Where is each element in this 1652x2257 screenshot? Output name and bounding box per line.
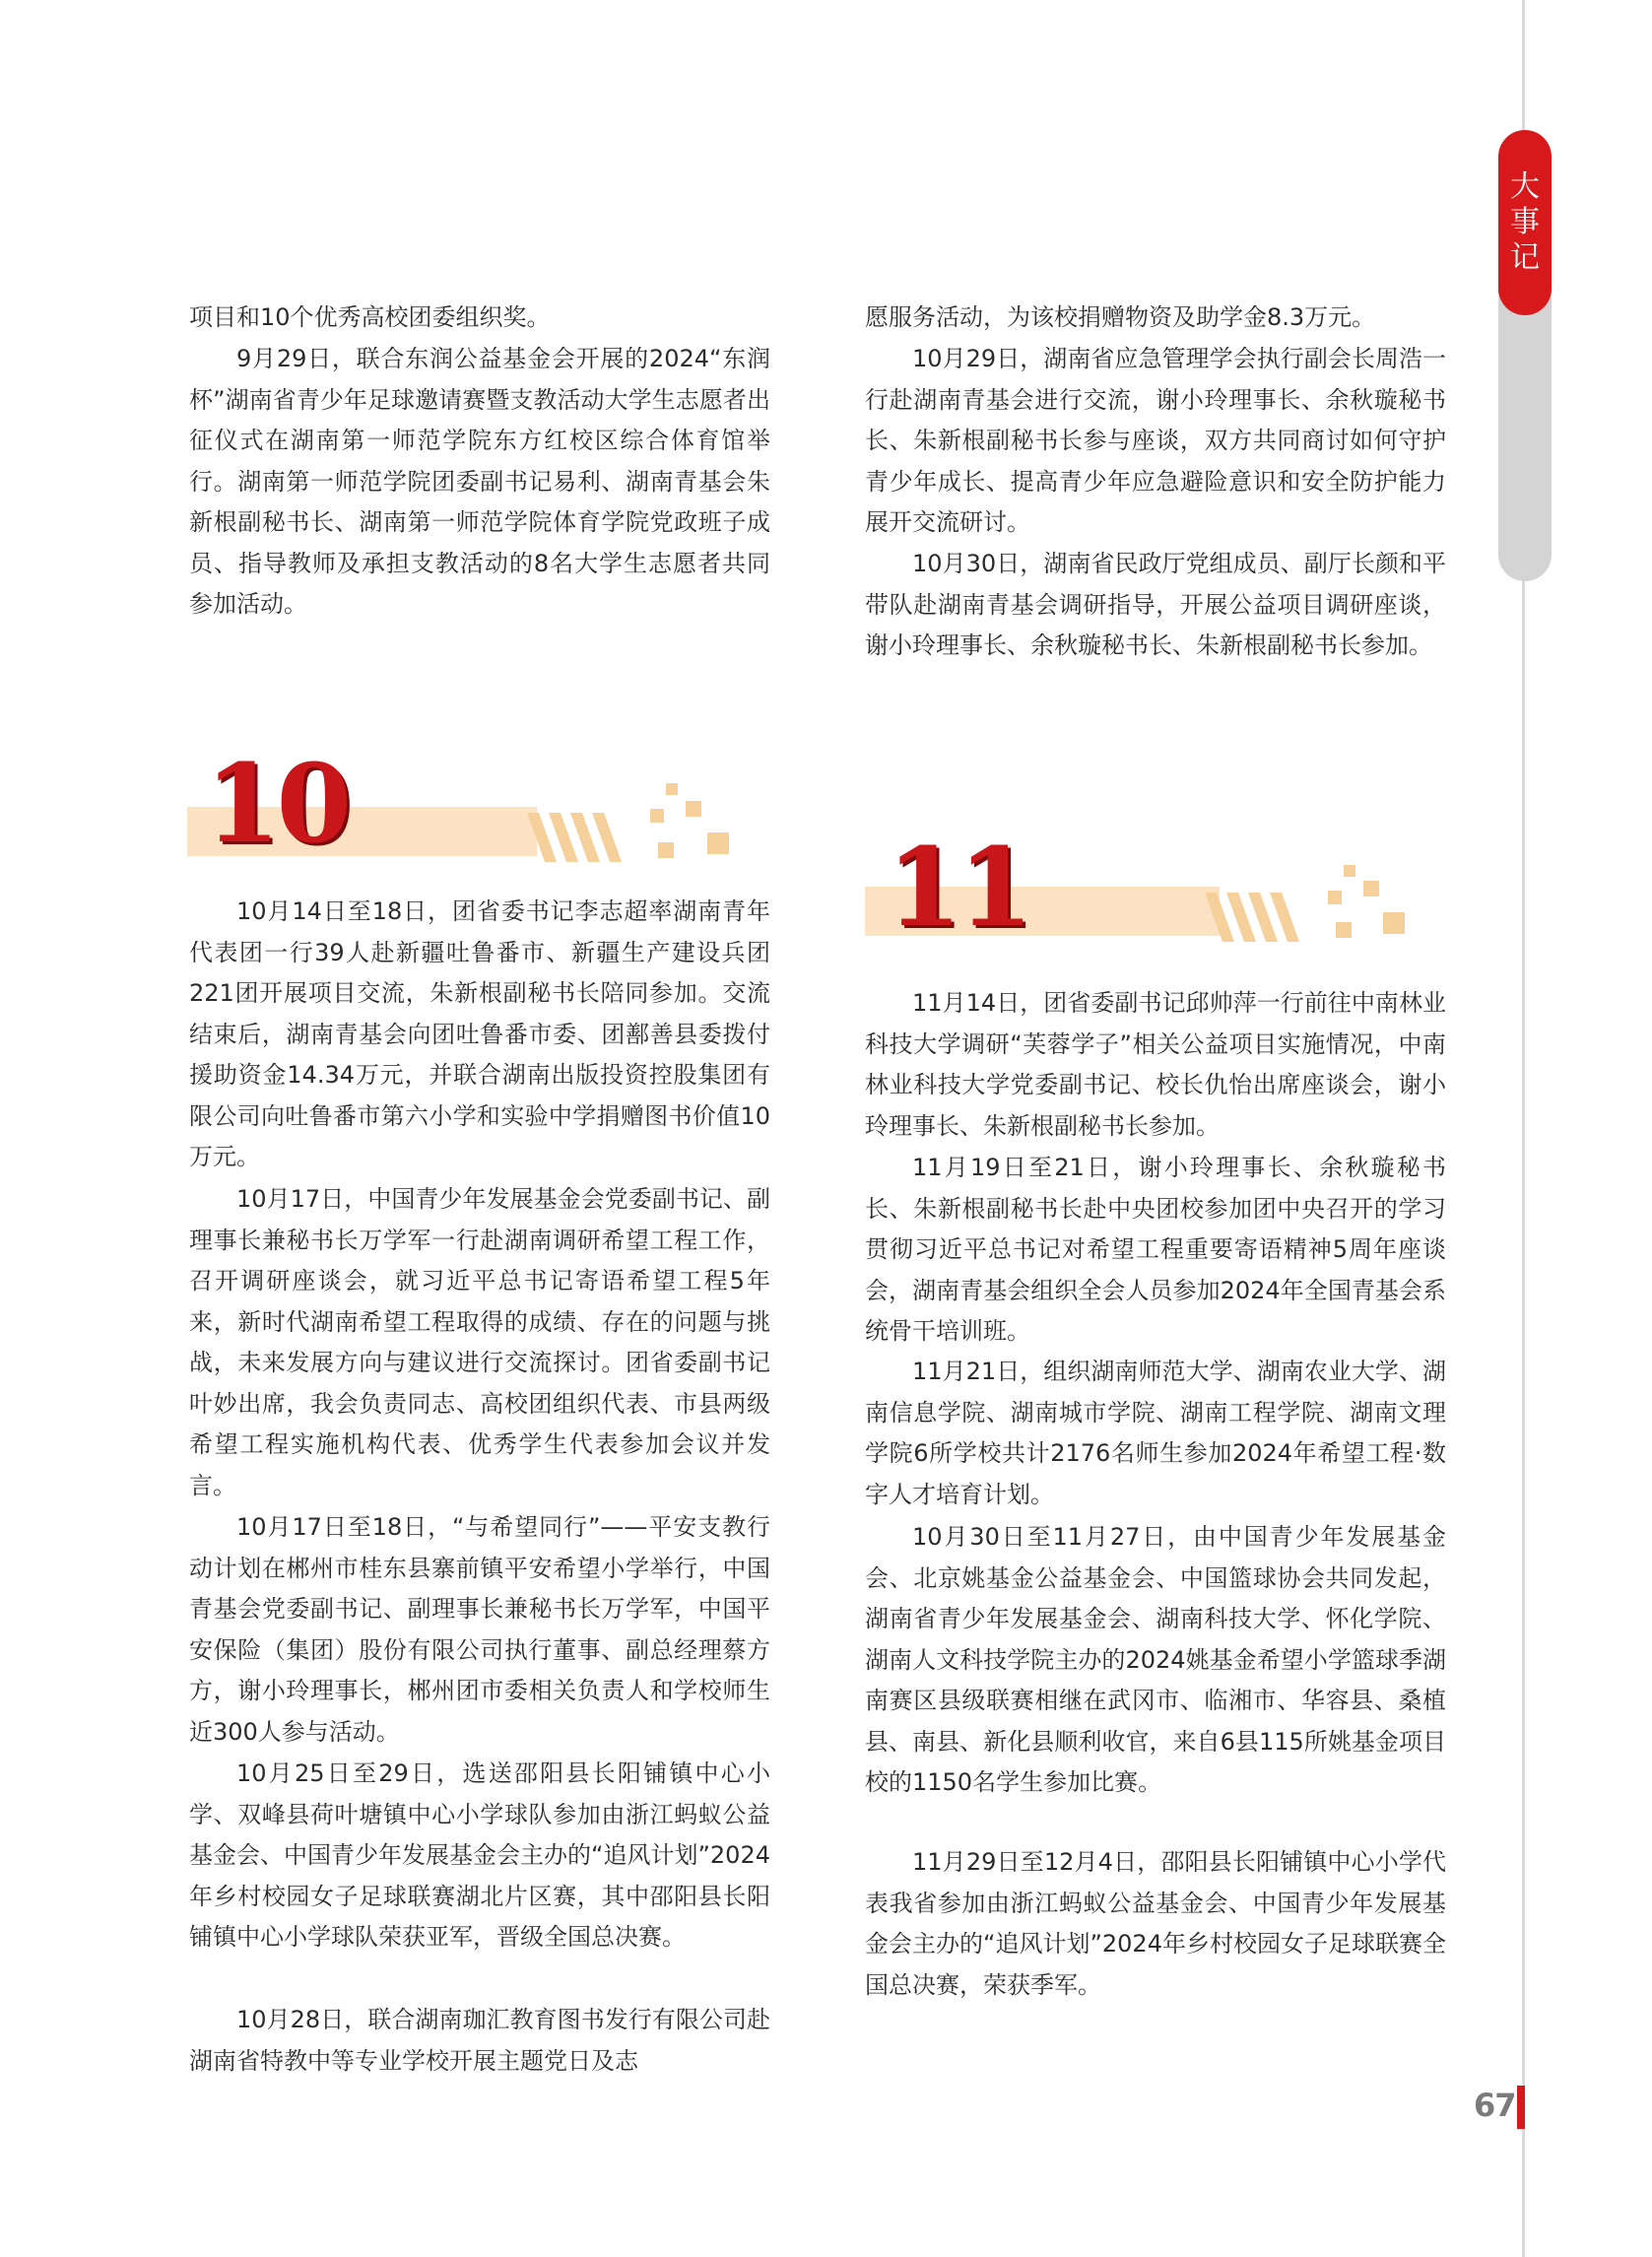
page-number-bar [1517, 2086, 1525, 2129]
paragraph: 项目和10个优秀高校团委组织奖。 [189, 303, 551, 331]
paragraph: 10月30日，湖南省民政厅党组成员、副厅长颜和平带队赴湖南青基会调研指导，开展公益项目调研座谈，谢小玲理事长、余秋璇秘书长、朱新根副秘书长参加。 [865, 550, 1446, 659]
dot-decoration [707, 832, 729, 854]
stripes-decoration [1205, 873, 1333, 942]
dot-decoration [1363, 881, 1379, 896]
section-number: 10 [205, 740, 349, 867]
paragraph: 11月29日至12月4日，邵阳县长阳铺镇中心小学代表我省参加由浙江蚂蚁公益基金会、中国青少年发展基金会主办的“追风计划”2024年乡村校园女子足球联赛全国总决赛，荣获季军。 [865, 1848, 1446, 1999]
side-tab[interactable] [1498, 130, 1552, 315]
section-header-november [865, 824, 1417, 956]
paragraph: 10月14日至18日，团省委书记李志超率湖南青年代表团一行39人赴新疆吐鲁番市、新疆生产建设兵团221团开展项目交流，朱新根副秘书长陪同参加。交流结束后，湖南青基会向团吐鲁番市委、团鄯善县委拨付援助资金14.34万元，并联合湖南出版投资控股集团有限公司向吐鲁番市第六小学和实验中学捐赠图书价值10万元。 [189, 897, 770, 1170]
dot-decoration [1344, 865, 1355, 877]
dot-decoration [686, 801, 701, 817]
paragraph: 10月29日，湖南省应急管理学会执行副会长周浩一行赴湖南青基会进行交流，谢小玲理事长、余秋璇秘书长、朱新根副秘书长参与座谈，双方共同商讨如何守护青少年成长、提高青少年应急避险意识和安全防护能力展开交流研讨。 [865, 345, 1446, 536]
dot-decoration [658, 842, 674, 858]
dot-decoration [1336, 922, 1352, 938]
paragraph: 10月25日至29日，选送邵阳县长阳铺镇中心小学、双峰县荷叶塘镇中心小学球队参加由浙江蚂蚁公益基金会、中国青少年发展基金会主办的“追风计划”2024年乡村校园女子足球联赛湖北片区赛，其中邵阳县长阳铺镇中心小学球队荣获亚军，晋级全国总决赛。 [189, 1759, 770, 1951]
paragraph: 9月29日，联合东润公益基金会开展的2024“东润杯”湖南省青少年足球邀请赛暨支教活动大学生志愿者出征仪式在湖南第一师范学院东方红校区综合体育馆举行。湖南第一师范学院团委副书记易利、湖南青基会朱新根副秘书长、湖南第一师范学院体育学院党政班子成员、指导教师及承担支教活动的8名大学生志愿者共同参加活动。 [189, 345, 770, 618]
paragraph: 10月17日至18日，“与希望同行”——平安支教行动计划在郴州市桂东县寨前镇平安希望小学举行，中国青基会党委副书记、副理事长兼秘书长万学军，中国平安保险（集团）股份有限公司执行董事、副总经理蔡方方，谢小玲理事长，郴州团市委相关负责人和学校师生近300人参与活动。 [189, 1513, 770, 1746]
dot-decoration [666, 783, 678, 795]
paragraph: 11月21日，组织湖南师范大学、湖南农业大学、湖南信息学院、湖南城市学院、湖南工程学院、湖南文理学院6所学校共计2176名师生参加2024年希望工程·数字人才培育计划。 [865, 1358, 1446, 1508]
side-tab-char: 大 [1510, 169, 1540, 204]
stripes-decoration [527, 793, 655, 862]
dot-decoration [650, 809, 664, 823]
section-number: 11 [887, 824, 1030, 951]
paragraph: 11月19日至21日，谢小玲理事长、余秋璇秘书长、朱新根副秘书长赴中央团校参加团中央召开的学习贯彻习近平总书记对希望工程重要寄语精神5周年座谈会，湖南青基会组织全会人员参加2024年全国青基会系统骨干培训班。 [865, 1154, 1446, 1345]
page-number: 67 [1474, 2087, 1516, 2124]
paragraph: 愿服务活动，为该校捐赠物资及助学金8.3万元。 [865, 303, 1376, 331]
paragraph: 10月30日至11月27日，由中国青少年发展基金会、北京姚基金公益基金会、中国篮球协会共同发起，湖南省青少年发展基金会、湖南科技大学、怀化学院、湖南人文科技学院主办的2024姚基金希望小学篮球季湖南赛区县级联赛相继在武冈市、临湘市、华容县、桑植县、南县、新化县顺利收官，来自6县115所姚基金项目校的1150名学生参加比赛。 [865, 1523, 1446, 1796]
dot-decoration [1328, 891, 1342, 904]
side-tab-char: 记 [1510, 240, 1540, 275]
paragraph: 10月28日，联合湖南珈汇教育图书发行有限公司赴湖南省特教中等专业学校开展主题党日及志 [189, 2006, 770, 2075]
side-tab-char: 事 [1510, 205, 1540, 239]
paragraph: 10月17日，中国青少年发展基金会党委副书记、副理事长兼秘书长万学军一行赴湖南调研希望工程工作，召开调研座谈会，就习近平总书记寄语希望工程5年来，新时代湖南希望工程取得的成绩、存在的问题与挑战，未来发展方向与建议进行交流探讨。团省委副书记叶妙出席，我会负责同志、高校团组织代表、市县两级希望工程实施机构代表、优秀学生代表参加会议并发言。 [189, 1185, 770, 1499]
dot-decoration [1383, 912, 1405, 934]
section-header-october [187, 740, 739, 867]
paragraph: 11月14日，团省委副书记邱帅萍一行前往中南林业科技大学调研“芙蓉学子”相关公益项目实施情况，中南林业科技大学党委副书记、校长仇怡出席座谈会，谢小玲理事长、朱新根副秘书长参加。 [865, 989, 1446, 1140]
